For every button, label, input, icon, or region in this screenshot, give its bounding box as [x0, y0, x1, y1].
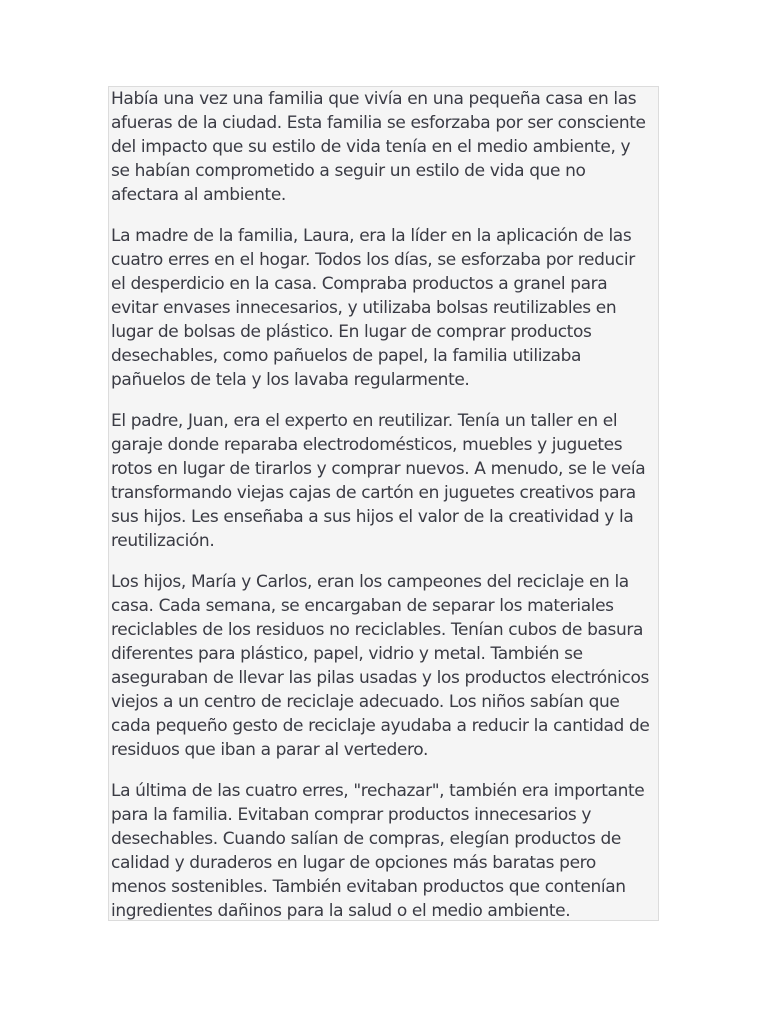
story-text-box	[108, 86, 659, 921]
text-line: Había una vez una familia que vivía en una pequeña casa en las	[111, 89, 637, 109]
text-line: afueras de la ciudad. Esta familia se esforzaba por ser consciente	[111, 113, 646, 133]
text-line: reutilización.	[111, 531, 215, 551]
text-line: cuatro erres en el hogar. Todos los días, se esforzaba por reducir	[111, 250, 635, 270]
text-line: desechables, como pañuelos de papel, la familia utilizaba	[111, 346, 582, 366]
text-line: para la familia. Evitaban comprar productos innecesarios y	[111, 805, 592, 825]
text-line: cada pequeño gesto de reciclaje ayudaba a reducir la cantidad de	[111, 716, 650, 736]
text-line: reciclables de los residuos no reciclables. Tenían cubos de basura	[111, 620, 644, 640]
text-line: rotos en lugar de tirarlos y comprar nuevos. A menudo, se le veía	[111, 459, 646, 479]
text-line: viejos a un centro de reciclaje adecuado. Los niños sabían que	[111, 692, 620, 712]
text-line: ingredientes dañinos para la salud o el medio ambiente.	[111, 901, 571, 921]
text-line: garaje donde reparaba electrodomésticos, muebles y juguetes	[111, 435, 623, 455]
text-line: La última de las cuatro erres, "rechazar", también era importante	[111, 781, 645, 801]
text-line: menos sostenibles. También evitaban productos que contenían	[111, 877, 626, 897]
text-line: calidad y duraderos en lugar de opciones más baratas pero	[111, 853, 596, 873]
text-line: evitar envases innecesarios, y utilizaba bolsas reutilizables en	[111, 298, 617, 318]
text-line: el desperdicio en la casa. Compraba productos a granel para	[111, 274, 608, 294]
text-line: casa. Cada semana, se encargaban de separar los materiales	[111, 596, 614, 616]
text-line: La madre de la familia, Laura, era la líder en la aplicación de las	[111, 226, 632, 246]
text-line: diferentes para plástico, papel, vidrio y metal. También se	[111, 644, 583, 664]
text-line: aseguraban de llevar las pilas usadas y los productos electrónicos	[111, 668, 649, 688]
text-line: del impacto que su estilo de vida tenía en el medio ambiente, y	[111, 137, 631, 157]
text-line: residuos que iban a parar al vertedero.	[111, 740, 428, 760]
text-line: desechables. Cuando salían de compras, elegían productos de	[111, 829, 621, 849]
text-line: se habían comprometido a seguir un estilo de vida que no	[111, 161, 586, 181]
text-line: afectara al ambiente.	[111, 185, 286, 205]
text-line: El padre, Juan, era el experto en reutilizar. Tenía un taller en el	[111, 411, 618, 431]
text-line: transformando viejas cajas de cartón en juguetes creativos para	[111, 483, 636, 503]
text-line: lugar de bolsas de plástico. En lugar de comprar productos	[111, 322, 592, 342]
text-line: sus hijos. Les enseñaba a sus hijos el valor de la creatividad y la	[111, 507, 634, 527]
text-line: Los hijos, María y Carlos, eran los campeones del reciclaje en la	[111, 572, 629, 592]
text-line: pañuelos de tela y los lavaba regularmente.	[111, 370, 470, 390]
